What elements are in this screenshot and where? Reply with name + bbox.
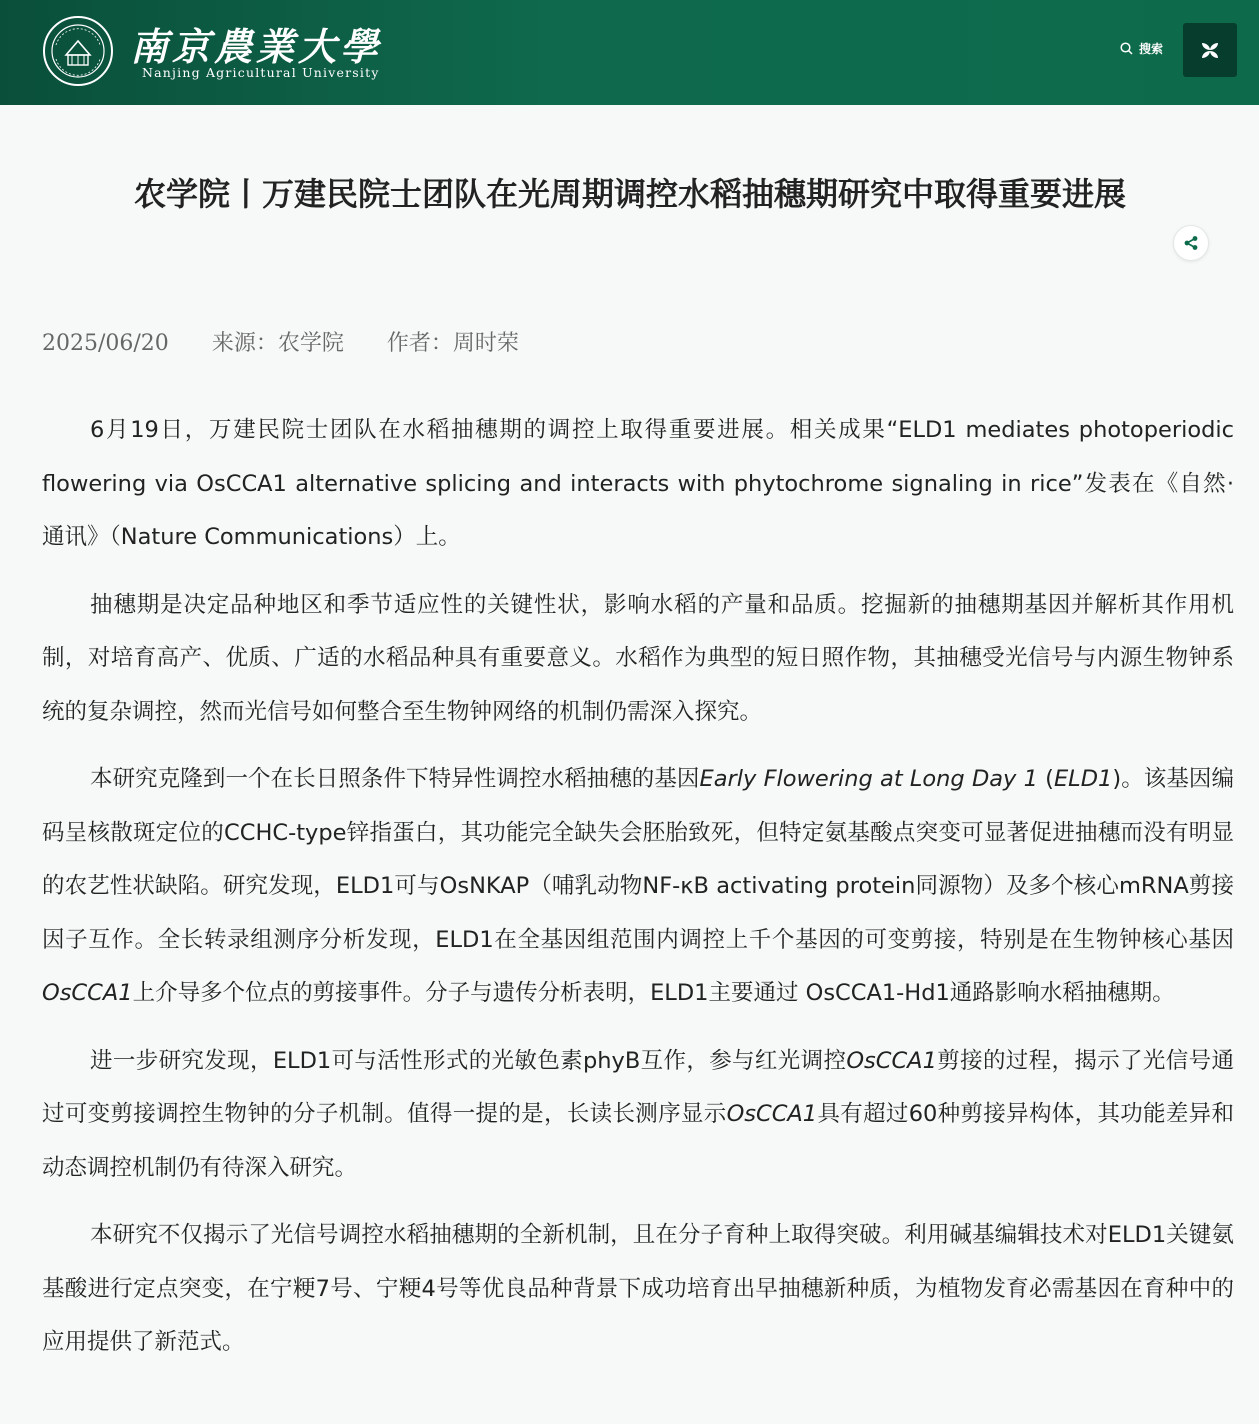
gene-symbol-oscca1: OsCCA1: [726, 1101, 818, 1127]
article-author: 作者：周时荣: [386, 331, 519, 356]
menu-button[interactable]: [1183, 23, 1237, 77]
share-button[interactable]: [1173, 225, 1209, 261]
publish-date: 2025/06/20: [42, 331, 169, 356]
article-body: [42, 404, 1234, 1384]
article-title: 农学院丨万建民院士团队在光周期调控水稻抽穗期研究中取得重要进展: [133, 175, 1126, 213]
site-header: [0, 0, 1259, 105]
gene-symbol-oscca1: OsCCA1: [42, 980, 133, 1006]
paragraph-3-text-c: (: [1037, 766, 1054, 792]
search-icon: [1120, 42, 1133, 55]
university-name-cn[interactable]: 南京農業大學: [130, 24, 383, 69]
paragraph-4: [42, 1035, 1234, 1196]
paragraph-3: [42, 753, 1234, 1021]
paragraph-2: 抽穗期是决定品种地区和季节适应性的关键性状，影响水稻的产量和品质。挖掘新的抽穗期基因并解析其作用机制，对培育高产、优质、广适的水稻品种具有重要意义。水稻作为典型的短日照作物，其抽穗受光信号与内源生物钟系统的复杂调控，然而光信号如何整合至生物钟网络的机制仍需深入探究。: [42, 591, 1234, 725]
gene-name-full: Early Flowering at Long Day 1: [699, 766, 1038, 792]
menu-icon: [1199, 39, 1221, 61]
gene-symbol-eld1: ELD1: [1053, 766, 1113, 792]
paragraph-3-text-a: 本研究克隆到一个在长日照条件下特异性调控水稻抽穗的基因: [90, 766, 700, 792]
paragraph-4-text-a: 进一步研究发现，ELD1可与活性形式的光敏色素phyB互作，参与红光调控: [90, 1047, 847, 1074]
search-button[interactable]: [1120, 38, 1163, 58]
paragraph-3-text-g: 上介导多个位点的剪接事件。分子与遗传分析表明，ELD1主要通过 OsCCA1-Hd1通路影响水稻抽穗期。: [132, 980, 1175, 1006]
search-label: 搜索: [1139, 41, 1164, 56]
article-meta: [42, 326, 519, 357]
article-source: 来源：农学院: [211, 331, 344, 356]
university-seal-logo[interactable]: [42, 15, 114, 87]
gene-symbol-oscca1: OsCCA1: [846, 1047, 937, 1074]
paragraph-5: 本研究不仅揭示了光信号调控水稻抽穗期的全新机制，且在分子育种上取得突破。利用碱基编辑技术对ELD1关键氨基酸进行定点突变，在宁粳7号、宁粳4号等优良品种背景下成功培育出早抽穗新种质，为植物发育必需基因在育种中的应用提供了新范式。: [42, 1222, 1234, 1355]
university-name-en[interactable]: Nanjing Agricultural University: [142, 65, 380, 80]
paragraph-1: 6月19日，万建民院士团队在水稻抽穗期的调控上取得重要进展。相关成果“ELD1 mediates photoperiodic flowering via OsCCA1 alternative splicing and interacts with phytochrome signaling in rice”发表在《自然·通讯》（Nature Communications）上。: [42, 417, 1234, 550]
paragraph-4-text-e: 具有超过60种剪接异构体，其功能差异和动态调控机制仍有待深入研究。: [42, 1101, 1234, 1181]
paragraph-3-text-e: )。该基因编码呈核散斑定位的CCHC-type锌指蛋白，其功能完全缺失会胚胎致死，但特定氨基酸点突变可显著促进抽穗而没有明显的农艺性状缺陷。研究发现，ELD1可与OsNKAP（哺乳动物NF-κB activating protein同源物）及多个核心mRNA剪接因子互作。全长转录组测序分析发现，ELD1在全基因组范围内调控上千个基因的可变剪接，特别是在生物钟核心基因: [42, 766, 1234, 953]
paragraph-4-text-c: 剪接的过程，揭示了光信号通过可变剪接调控生物钟的分子机制。值得一提的是，长读长测序显示: [42, 1047, 1234, 1127]
share-icon: [1183, 235, 1199, 251]
